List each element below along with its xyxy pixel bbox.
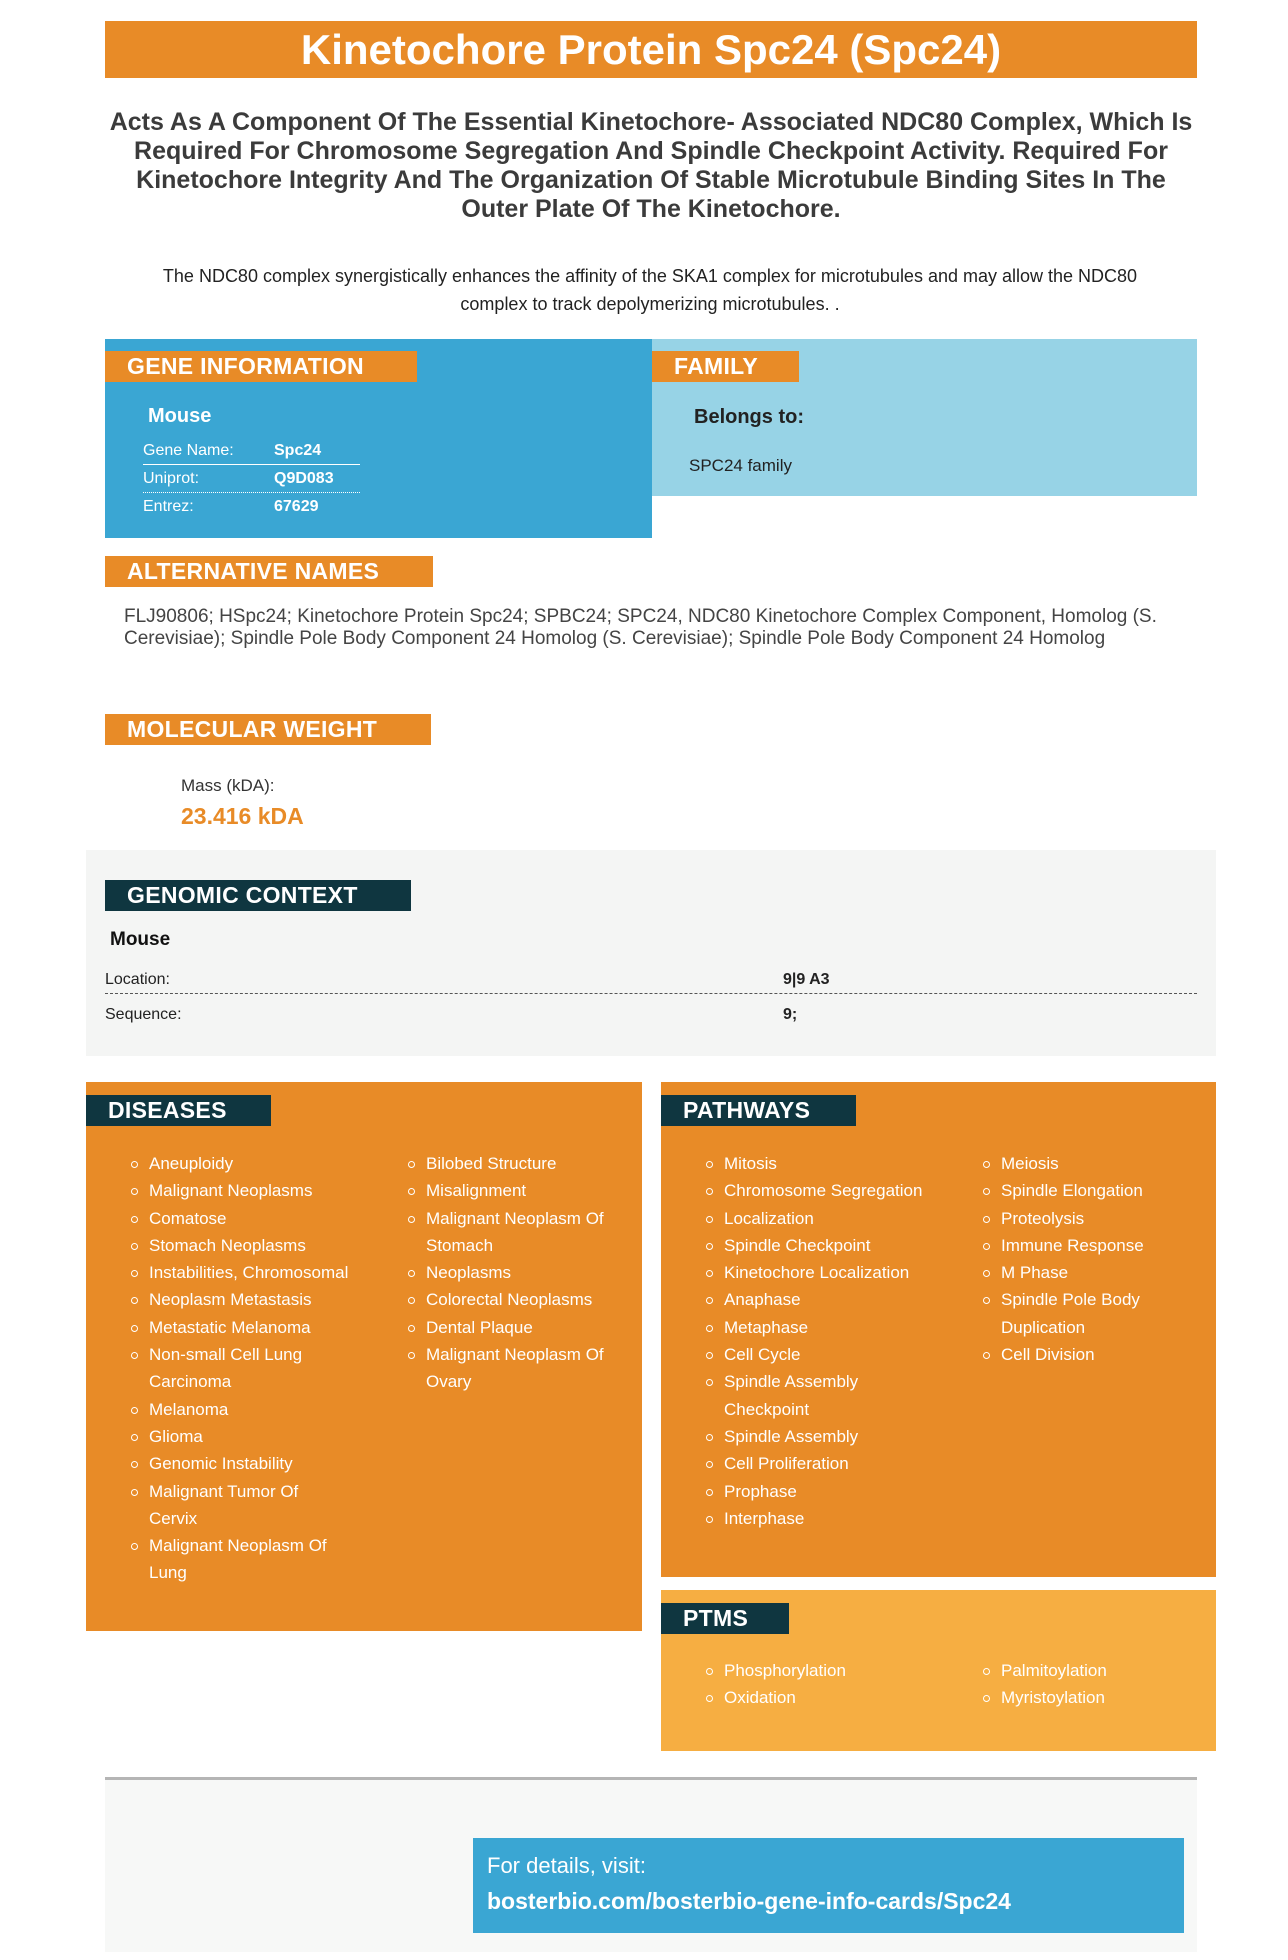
- genomic-organism: Mouse: [110, 929, 171, 950]
- disease-item: Neoplasms: [408, 1259, 628, 1286]
- alternative-names-text: FLJ90806; HSpc24; Kinetochore Protein Spc24; SPBC24; SPC24, NDC80 Kinetochore Complex Component, Homolog (S. Cerevisiae); Spindle Pole Body Component 24 Homolog (S. Cerevisiae); Spindle Pole Body Component 24 Homolog: [124, 606, 1157, 649]
- disease-item: Malignant Neoplasm Of Ovary: [408, 1341, 628, 1396]
- disease-item: Colorectal Neoplasms: [408, 1286, 628, 1313]
- gene-name-value: Spc24: [274, 441, 322, 459]
- gene-info-table: [143, 437, 360, 521]
- pathway-item: Immune Response: [983, 1232, 1203, 1259]
- pathway-item: Localization: [706, 1205, 926, 1232]
- pathway-item: Cell Cycle: [706, 1341, 926, 1368]
- disease-item: Bilobed Structure: [408, 1150, 628, 1177]
- pathways-list-col2: [983, 1150, 1203, 1368]
- details-link[interactable]: bosterbio.com/bosterbio-gene-info-cards/Spc24: [487, 1888, 1011, 1914]
- pathway-item: Prophase: [706, 1478, 926, 1505]
- pathway-item: Anaphase: [706, 1286, 926, 1313]
- family-heading: Belongs to:: [694, 406, 804, 428]
- gene-name-key: Gene Name:: [143, 441, 234, 459]
- pathway-item: Cell Division: [983, 1341, 1203, 1368]
- ptm-item: Oxidation: [706, 1684, 926, 1711]
- pathway-item: Chromosome Segregation: [706, 1177, 926, 1204]
- uniprot-key: Uniprot:: [143, 469, 200, 487]
- pathway-item: Spindle Checkpoint: [706, 1232, 926, 1259]
- details-box: [473, 1838, 1184, 1933]
- disease-item: Malignant Neoplasm Of Lung: [131, 1532, 351, 1587]
- sequence-row: [105, 1001, 1197, 1029]
- pathway-item: Metaphase: [706, 1314, 926, 1341]
- diseases-list-col1: [131, 1150, 351, 1587]
- details-label: For details, visit:: [487, 1853, 646, 1878]
- sequence-key: Sequence:: [105, 1006, 182, 1023]
- entrez-value: 67629: [274, 498, 319, 515]
- location-key: Location:: [105, 970, 170, 988]
- gene-name-row: [143, 437, 360, 465]
- disease-item: Genomic Instability: [131, 1450, 351, 1477]
- pathway-item: Interphase: [706, 1505, 926, 1532]
- disease-item: Dental Plaque: [408, 1314, 628, 1341]
- ptm-item: Myristoylation: [983, 1684, 1203, 1711]
- disease-item: Melanoma: [131, 1396, 351, 1423]
- disease-item: Glioma: [131, 1423, 351, 1450]
- pathway-item: Mitosis: [706, 1150, 926, 1177]
- ptm-item: Phosphorylation: [706, 1657, 926, 1684]
- family-value: SPC24 family: [689, 456, 792, 475]
- pathways-list-col1: [706, 1150, 926, 1532]
- diseases-list-col2: [408, 1150, 628, 1396]
- disease-item: Neoplasm Metastasis: [131, 1286, 351, 1313]
- disease-item: Malignant Neoplasms: [131, 1177, 351, 1204]
- pathway-item: Spindle Assembly Checkpoint: [706, 1368, 926, 1423]
- pathway-item: Spindle Assembly: [706, 1423, 926, 1450]
- genomic-context-label: GENOMIC CONTEXT: [105, 880, 411, 911]
- ptms-list-col2: [983, 1657, 1203, 1712]
- page-title: Kinetochore Protein Spc24 (Spc24): [105, 21, 1197, 78]
- entrez-row: [143, 493, 360, 521]
- disease-item: Aneuploidy: [131, 1150, 351, 1177]
- mass-label: Mass (kDA):: [181, 776, 275, 795]
- disease-item: Instabilities, Chromosomal: [131, 1259, 351, 1286]
- pathway-item: Spindle Pole Body Duplication: [983, 1286, 1203, 1341]
- location-row: [105, 966, 1197, 994]
- diseases-label: DISEASES: [86, 1095, 271, 1126]
- entrez-key: Entrez:: [143, 498, 194, 515]
- mass-value: 23.416 kDA: [181, 803, 304, 829]
- ptms-label: PTMS: [661, 1603, 789, 1634]
- disease-item: Comatose: [131, 1205, 351, 1232]
- protein-description: The NDC80 complex synergistically enhances the affinity of the SKA1 complex for microtubules and may allow the NDC80 complex to track depolymerizing microtubules. .: [162, 266, 1138, 314]
- alternative-names-label: ALTERNATIVE NAMES: [105, 556, 433, 587]
- ptms-list-col1: [706, 1657, 926, 1712]
- disease-item: Malignant Tumor Of Cervix: [131, 1478, 351, 1533]
- pathways-label: PATHWAYS: [661, 1095, 856, 1126]
- protein-summary: Acts As A Component Of The Essential Kinetochore- Associated NDC80 Complex, Which Is Required For Chromosome Segregation And Spindle Checkpoint Activity. Required For Kinetochore Integrity And The Organization Of Stable Microtubule Binding Sites In The Outer Plate Of The Kinetochore.: [109, 108, 1193, 223]
- ptm-item: Palmitoylation: [983, 1657, 1203, 1684]
- location-value: 9|9 A3: [783, 970, 830, 988]
- pathway-item: M Phase: [983, 1259, 1203, 1286]
- gene-information-label: GENE INFORMATION: [105, 351, 417, 382]
- pathway-item: Proteolysis: [983, 1205, 1203, 1232]
- uniprot-row: [143, 465, 360, 493]
- molecular-weight-label: MOLECULAR WEIGHT: [105, 714, 431, 745]
- pathway-item: Cell Proliferation: [706, 1450, 926, 1477]
- gene-organism: Mouse: [148, 405, 212, 427]
- disease-item: Stomach Neoplasms: [131, 1232, 351, 1259]
- pathway-item: Spindle Elongation: [983, 1177, 1203, 1204]
- disease-item: Non-small Cell Lung Carcinoma: [131, 1341, 351, 1396]
- pathway-item: Meiosis: [983, 1150, 1203, 1177]
- sequence-value: 9;: [783, 1006, 798, 1023]
- family-label: FAMILY: [652, 351, 799, 382]
- uniprot-value: Q9D083: [274, 469, 334, 487]
- pathway-item: Kinetochore Localization: [706, 1259, 926, 1286]
- disease-item: Misalignment: [408, 1177, 628, 1204]
- disease-item: Malignant Neoplasm Of Stomach: [408, 1205, 628, 1260]
- disease-item: Metastatic Melanoma: [131, 1314, 351, 1341]
